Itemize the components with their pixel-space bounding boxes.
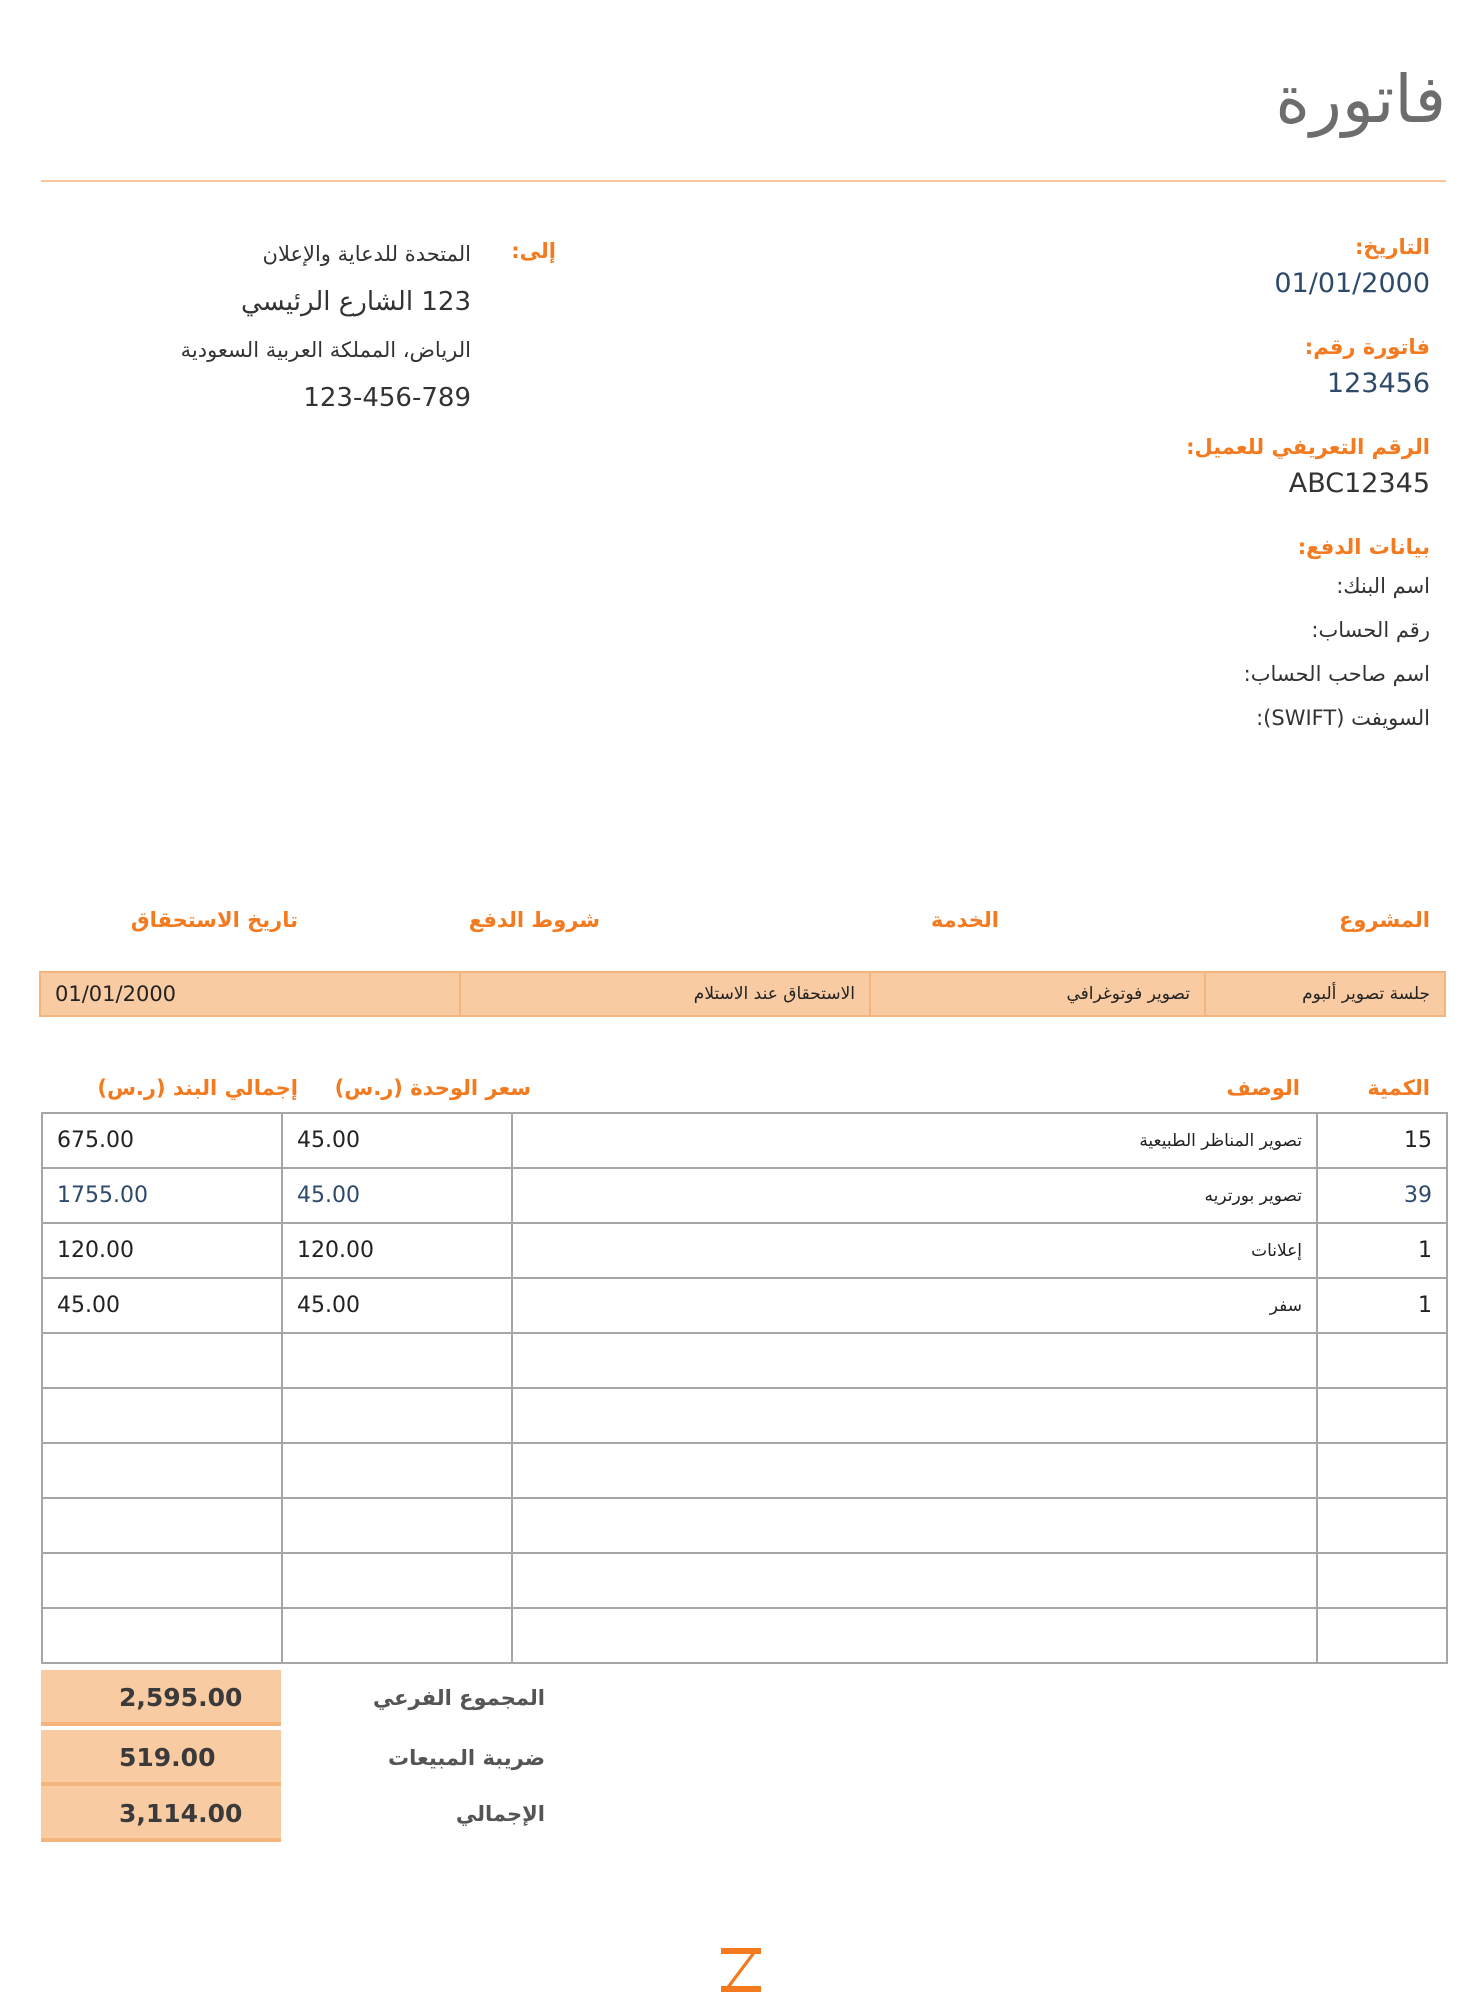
table-row: [42, 1113, 1447, 1168]
item-line-total: 1755.00: [42, 1168, 282, 1223]
totals: [41, 1670, 601, 1842]
header-service: الخدمة: [930, 908, 999, 932]
table-row: [42, 1553, 1447, 1608]
payment-label: بيانات الدفع:: [1297, 535, 1430, 559]
item-description: تصوير بورتريه: [512, 1168, 1317, 1223]
item-unit-price: [282, 1553, 512, 1608]
item-quantity: 39: [1317, 1168, 1447, 1223]
header-line-total: إجمالي البند (ر.س): [97, 1076, 298, 1100]
account-holder-label: اسم صاحب الحساب:: [1243, 662, 1430, 686]
title-divider: [41, 180, 1446, 182]
table-row: [42, 1498, 1447, 1553]
item-line-total: 675.00: [42, 1113, 282, 1168]
item-quantity: 15: [1317, 1113, 1447, 1168]
items-table-header: [41, 1068, 1446, 1108]
table-row: [42, 1278, 1447, 1333]
recipient-address: [71, 230, 471, 422]
tax-row: [41, 1730, 601, 1786]
item-quantity: 1: [1317, 1223, 1447, 1278]
item-quantity: [1317, 1333, 1447, 1388]
header-project: المشروع: [1339, 908, 1430, 932]
header-due-date: تاريخ الاستحقاق: [130, 908, 298, 932]
project-due-date: 01/01/2000: [40, 972, 460, 1016]
item-unit-price: [282, 1388, 512, 1443]
table-row: [42, 1333, 1447, 1388]
invoice-number-value: 123456: [1326, 368, 1430, 399]
item-unit-price: 45.00: [282, 1278, 512, 1333]
item-unit-price: 45.00: [282, 1113, 512, 1168]
recipient-label: إلى:: [511, 239, 556, 263]
grand-total-value: 3,114.00: [41, 1786, 281, 1842]
header-payment-terms: شروط الدفع: [468, 908, 600, 932]
item-unit-price: 45.00: [282, 1168, 512, 1223]
table-row: [42, 1443, 1447, 1498]
invoice-info: [870, 230, 1430, 766]
item-quantity: [1317, 1498, 1447, 1553]
item-line-total: 45.00: [42, 1278, 282, 1333]
item-unit-price: [282, 1498, 512, 1553]
client-id-value: ABC12345: [1288, 468, 1430, 499]
item-line-total: [42, 1333, 282, 1388]
item-description: [512, 1388, 1317, 1443]
item-quantity: [1317, 1388, 1447, 1443]
recipient-city: الرياض، المملكة العربية السعودية: [180, 338, 471, 362]
item-description: إعلانات: [512, 1223, 1317, 1278]
item-description: تصوير المناظر الطبيعية: [512, 1113, 1317, 1168]
project-service: تصوير فوتوغرافي: [870, 972, 1205, 1016]
item-quantity: [1317, 1443, 1447, 1498]
date-label: التاريخ:: [1354, 235, 1430, 259]
subtotal-row: [41, 1670, 601, 1726]
recipient-street: 123 الشارع الرئيسي: [241, 287, 471, 317]
item-line-total: 120.00: [42, 1223, 282, 1278]
item-line-total: [42, 1553, 282, 1608]
tax-value: 519.00: [41, 1730, 281, 1786]
item-description: [512, 1498, 1317, 1553]
table-row: [42, 1223, 1447, 1278]
invoice-page: [41, 0, 1446, 2009]
item-line-total: [42, 1388, 282, 1443]
item-unit-price: [282, 1608, 512, 1663]
subtotal-label: المجموع الفرعي: [372, 1686, 545, 1710]
recipient-phone: 123-456-789: [303, 383, 471, 413]
project-payment-terms: الاستحقاق عند الاستلام: [460, 972, 870, 1016]
item-line-total: [42, 1498, 282, 1553]
invoice-title: فاتورة: [1275, 61, 1446, 138]
item-description: [512, 1443, 1317, 1498]
items-table: [41, 1112, 1448, 1664]
bank-name-label: اسم البنك:: [1336, 574, 1430, 598]
item-unit-price: [282, 1443, 512, 1498]
date-block: [870, 230, 1430, 304]
item-description: سفر: [512, 1278, 1317, 1333]
item-unit-price: [282, 1333, 512, 1388]
item-quantity: [1317, 1553, 1447, 1608]
client-id-block: [870, 430, 1430, 504]
grand-total-label: الإجمالي: [455, 1802, 545, 1826]
item-line-total: [42, 1443, 282, 1498]
item-description: [512, 1608, 1317, 1663]
header-description: الوصف: [1226, 1076, 1300, 1100]
date-value: 01/01/2000: [1274, 268, 1430, 299]
invoice-number-label: فاتورة رقم:: [1304, 335, 1430, 359]
item-quantity: [1317, 1608, 1447, 1663]
item-unit-price: 120.00: [282, 1223, 512, 1278]
subtotal-value: 2,595.00: [41, 1670, 281, 1726]
item-description: [512, 1553, 1317, 1608]
payment-block: [870, 530, 1430, 740]
item-quantity: 1: [1317, 1278, 1447, 1333]
tax-label: ضريبة المبيعات: [387, 1746, 545, 1770]
table-row: [42, 1608, 1447, 1663]
recipient-company: المتحدة للدعاية والإعلان: [262, 242, 471, 266]
project-name: جلسة تصوير ألبوم: [1205, 972, 1445, 1016]
item-description: [512, 1333, 1317, 1388]
table-row: [42, 1168, 1447, 1223]
project-row: [40, 972, 1445, 1016]
invoice-number-block: [870, 330, 1430, 404]
project-table-header: [41, 900, 1446, 940]
table-row: [42, 1388, 1447, 1443]
grand-total-row: [41, 1786, 601, 1842]
account-number-label: رقم الحساب:: [1311, 618, 1430, 642]
item-line-total: [42, 1608, 282, 1663]
swift-label: السويفت (SWIFT):: [1256, 706, 1430, 730]
header-unit-price: سعر الوحدة (ر.س): [334, 1076, 531, 1100]
project-table: [39, 971, 1446, 1017]
header-quantity: الكمية: [1367, 1076, 1430, 1100]
client-id-label: الرقم التعريفي للعميل:: [1186, 435, 1430, 459]
hourglass-logo-icon: [717, 1945, 765, 1995]
